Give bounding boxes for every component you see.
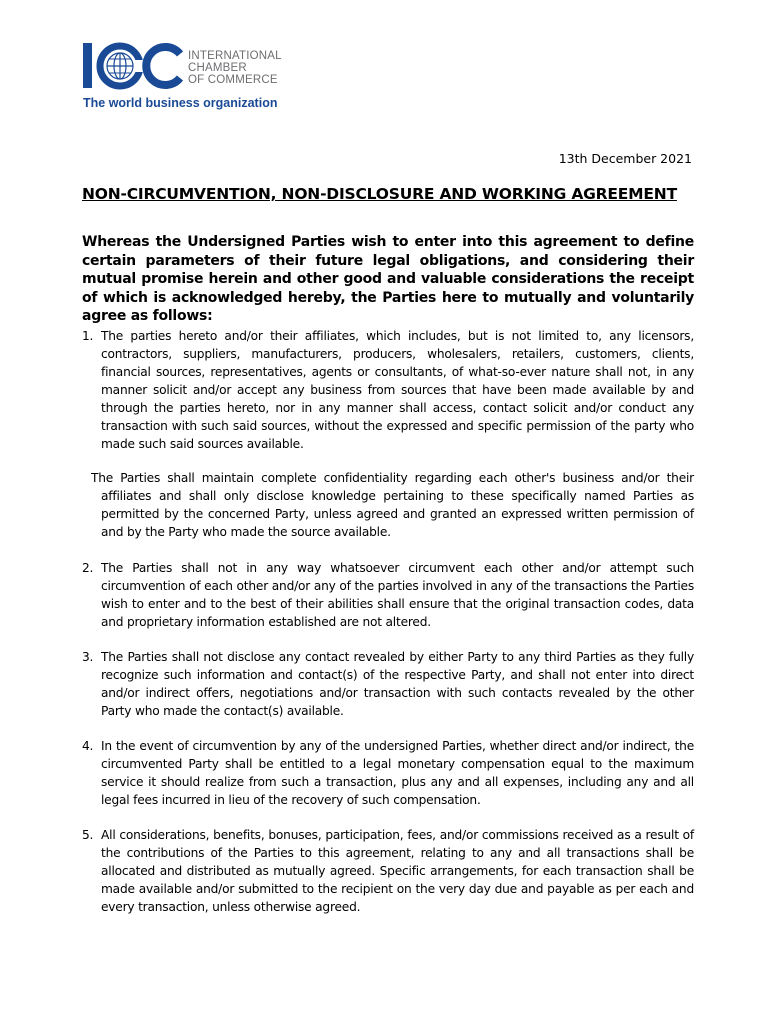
clause-number: 2. <box>82 561 94 575</box>
clause-text: The Parties shall not in any way whatsoever circumvent each other and/or attempt such circumvention of each other and/or any of the parties involved in any of the transactions the Parties wish to enter and to the best of their abilities shall ensure that the original transaction codes, data and proprietary information established are not altered. <box>101 561 694 629</box>
clause-3 <box>82 648 694 720</box>
icc-globe-logo-icon <box>82 40 184 92</box>
clause-text: The Parties shall not disclose any contact revealed by either Party to any third Parties as they fully recognize such information and contact(s) of the respective Party, and shall not enter into direct and/or indirect offers, negotiations and/or transaction with such contacts revealed by the other Party who made the contact(s) available. <box>101 650 694 718</box>
clause-text: The Parties shall maintain complete confidentiality regarding each other's business and/or their affiliates and shall only disclose knowledge pertaining to these specifically named Parties as permitted by the concerned Party, unless agreed and granted an expressed written permission of and by the Party who made the source available. <box>91 471 694 539</box>
document-date: 13th December 2021 <box>558 151 692 166</box>
logo-org-name <box>188 50 282 86</box>
confidentiality-paragraph <box>82 469 694 541</box>
document-title: NON-CIRCUMVENTION, NON-DISCLOSURE AND WORKING AGREEMENT <box>82 185 677 203</box>
clause-text: All considerations, benefits, bonuses, participation, fees, and/or commissions received as a result of the contributions of the Parties to this agreement, relating to any and all transactions shall be allocated and distributed as mutually agreed. Specific arrangements, for each transaction shall be made available and/or submitted to the recipient on the very day due and payable as per each and every transaction, unless otherwise agreed. <box>101 828 694 914</box>
icc-logo <box>82 40 322 112</box>
clause-5 <box>82 826 694 916</box>
clause-number: 4. <box>82 739 94 753</box>
clause-number: 5. <box>82 828 94 842</box>
clause-text: In the event of circumvention by any of the undersigned Parties, whether direct and/or indirect, the circumvented Party shall be entitled to a legal monetary compensation equal to the maximum service it should realize from such a transaction, plus any and all expenses, including any and all legal fees incurred in lieu of the recovery of such compensation. <box>101 739 694 807</box>
clause-number: 3. <box>82 650 94 664</box>
logo-org-line: CHAMBER <box>188 62 247 74</box>
clause-2 <box>82 559 694 631</box>
logo-org-line: OF COMMERCE <box>188 74 278 86</box>
logo-tagline: The world business organization <box>83 96 278 110</box>
clause-text: The parties hereto and/or their affiliates, which includes, but is not limited to, any licensors, contractors, suppliers, manufacturers, producers, wholesalers, retailers, customers, clients, financial sources, representatives, agents or consultants, of what-so-ever nature shall not, in any manner solicit and/or accept any business from sources that have been made available by and through the parties hereto, nor in any manner shall access, contact solicit and/or conduct any transaction with such said sources, without the expressed and specific permission of the party who made such said sources available. <box>101 329 694 451</box>
clause-4 <box>82 737 694 809</box>
preamble-paragraph: Whereas the Undersigned Parties wish to enter into this agreement to define certain parameters of their future legal obligations, and considering their mutual promise herein and other good and valuable considerations the receipt of which is acknowledged hereby, the Parties here to mutually and voluntarily agree as follows: <box>82 234 694 324</box>
logo-org-line: INTERNATIONAL <box>188 50 282 62</box>
clause-1 <box>82 327 694 453</box>
clause-number: 1. <box>82 329 94 343</box>
